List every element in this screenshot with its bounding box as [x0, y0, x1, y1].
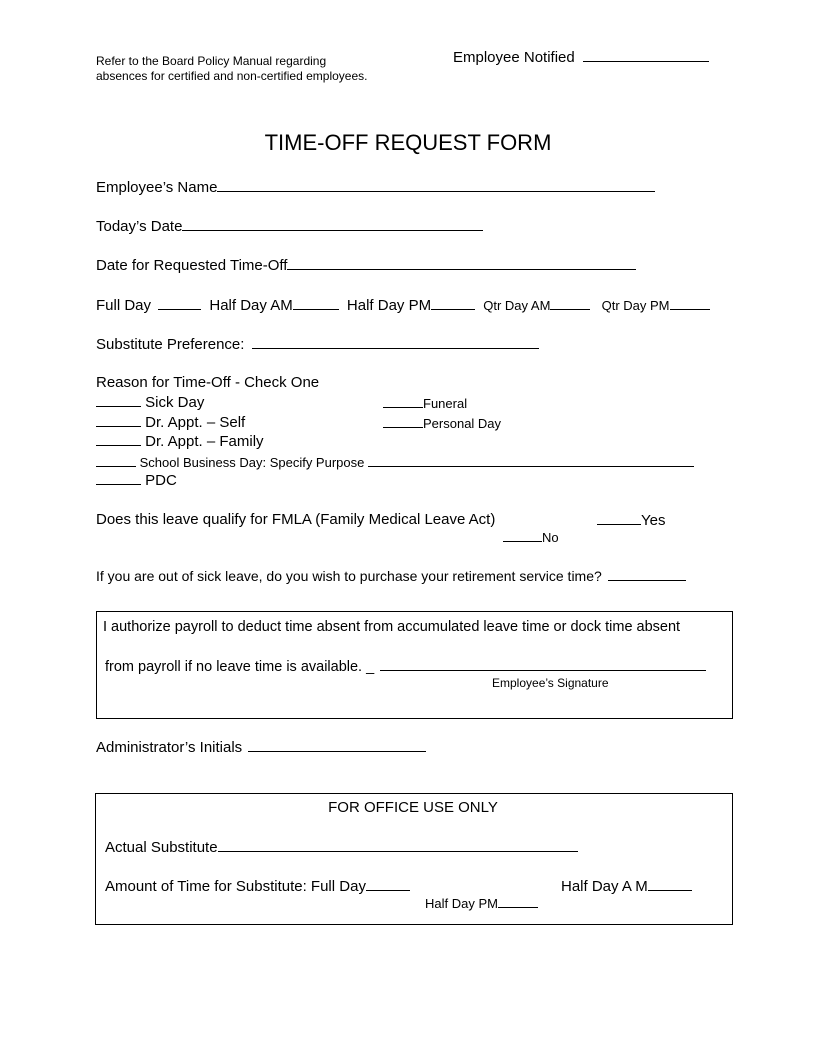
half-day-pm-field[interactable] — [431, 296, 475, 310]
half-day-am-label: Half Day AM — [209, 297, 293, 314]
sick-day-label: Sick Day — [145, 394, 205, 411]
employee-notified-label: Employee Notified — [453, 49, 575, 66]
office-half-day-am-label: Half Day A M — [561, 878, 648, 895]
actual-substitute-field[interactable] — [218, 838, 578, 852]
employee-name-label: Employee’s Name — [96, 179, 218, 196]
requested-date-label: Date for Requested Time-Off — [96, 257, 288, 274]
employee-name-field[interactable] — [217, 178, 655, 192]
todays-date-label: Today’s Date — [96, 218, 183, 235]
reason-sick-day-row — [96, 393, 204, 412]
sick-leave-answer-field[interactable] — [608, 567, 686, 581]
reason-funeral-row — [383, 394, 467, 412]
substitute-preference-row — [96, 335, 539, 354]
policy-note-line2: absences for certified and non-certified employees. — [96, 69, 368, 83]
policy-note-line1: Refer to the Board Policy Manual regarding — [96, 54, 327, 68]
form-title: TIME-OFF REQUEST FORM — [264, 130, 552, 155]
fmla-question: Does this leave qualify for FMLA (Family Medical Leave Act) — [96, 511, 496, 528]
authorization-line2: from payroll if no leave time is available. _ — [105, 659, 375, 675]
substitute-preference-label: Substitute Preference: — [96, 336, 245, 353]
fmla-no-row — [503, 528, 559, 546]
personal-day-label: Personal Day — [423, 416, 502, 431]
employee-signature-field[interactable] — [380, 657, 706, 671]
dr-self-checkbox[interactable] — [96, 413, 141, 427]
qtr-day-pm-label: Qtr Day PM — [601, 298, 670, 313]
dr-self-label: Dr. Appt. – Self — [145, 414, 246, 431]
admin-initials-label: Administrator’s Initials — [96, 739, 243, 756]
pdc-label: PDC — [145, 472, 177, 489]
day-options-row — [96, 296, 710, 315]
requested-date-field[interactable] — [287, 256, 636, 270]
dr-family-checkbox[interactable] — [96, 432, 141, 446]
fmla-yes-field[interactable] — [597, 511, 641, 525]
amount-time-row — [105, 877, 410, 896]
requested-date-row — [96, 256, 636, 275]
amount-full-day-field[interactable] — [366, 877, 410, 891]
personal-day-checkbox[interactable] — [383, 414, 423, 428]
todays-date-field[interactable] — [182, 217, 483, 231]
funeral-checkbox[interactable] — [383, 394, 423, 408]
school-business-checkbox[interactable] — [96, 453, 136, 467]
qtr-day-am-label: Qtr Day AM — [483, 298, 551, 313]
employee-notified-field[interactable] — [583, 48, 709, 62]
employee-name-row — [96, 178, 655, 197]
admin-initials-row — [96, 738, 426, 757]
amount-time-label: Amount of Time for Substitute: Full Day — [105, 878, 366, 895]
reason-heading: Reason for Time-Off - Check One — [96, 374, 320, 391]
office-half-day-am-field[interactable] — [648, 877, 692, 891]
sick-leave-row — [96, 567, 686, 586]
reason-dr-self-row — [96, 413, 245, 432]
half-day-am-field[interactable] — [293, 296, 339, 310]
school-business-label: School Business Day: Specify Purpose — [139, 455, 365, 470]
actual-substitute-label: Actual Substitute — [105, 839, 218, 856]
full-day-label: Full Day — [96, 297, 152, 314]
school-business-purpose-field[interactable] — [368, 453, 694, 467]
substitute-preference-field[interactable] — [252, 335, 539, 349]
qtr-day-am-field[interactable] — [550, 296, 590, 310]
authorization-line2-row — [105, 657, 706, 676]
office-half-day-pm-row — [425, 894, 538, 912]
employee-notified-row — [453, 48, 709, 67]
office-half-day-am-row — [561, 877, 692, 896]
fmla-no-label: No — [542, 530, 559, 545]
employee-signature-label: Employee’s Signature — [492, 676, 609, 690]
dr-family-label: Dr. Appt. – Family — [145, 433, 264, 450]
half-day-pm-label: Half Day PM — [346, 297, 432, 314]
office-half-day-pm-field[interactable] — [498, 894, 538, 908]
pdc-checkbox[interactable] — [96, 471, 141, 485]
fmla-yes-label: Yes — [641, 512, 666, 529]
authorization-line1: I authorize payroll to deduct time absent from accumulated leave time or dock time absent — [103, 619, 681, 635]
sick-leave-question: If you are out of sick leave, do you wish to purchase your retirement service time? — [96, 568, 602, 584]
funeral-label: Funeral — [423, 396, 468, 411]
reason-pdc-row — [96, 471, 177, 490]
admin-initials-field[interactable] — [248, 738, 426, 752]
fmla-no-field[interactable] — [503, 528, 542, 542]
todays-date-row — [96, 217, 483, 236]
reason-personal-day-row — [383, 414, 501, 432]
office-half-day-pm-label: Half Day PM — [425, 896, 498, 911]
reason-dr-family-row — [96, 432, 264, 451]
sick-day-checkbox[interactable] — [96, 393, 141, 407]
actual-substitute-row — [105, 838, 578, 857]
fmla-yes-row — [597, 511, 665, 530]
qtr-day-pm-field[interactable] — [670, 296, 710, 310]
office-use-heading: FOR OFFICE USE ONLY — [328, 799, 498, 816]
reason-school-business-row — [96, 453, 694, 471]
full-day-field[interactable] — [158, 296, 201, 310]
